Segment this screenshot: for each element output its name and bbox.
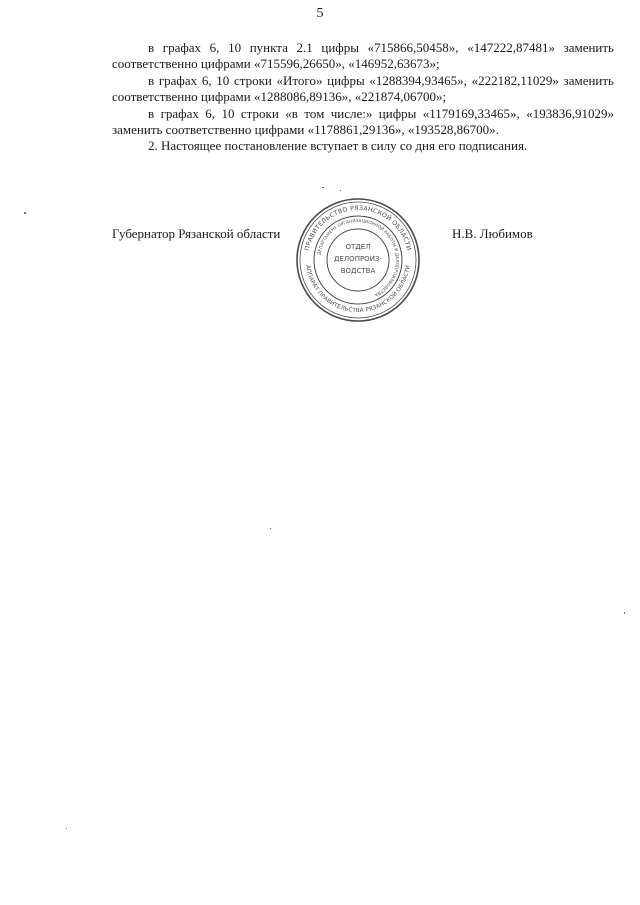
document-body bbox=[112, 40, 614, 155]
scan-speck bbox=[624, 612, 625, 614]
page-number: 5 bbox=[316, 6, 324, 21]
seal-graphic bbox=[294, 196, 422, 324]
official-seal bbox=[294, 196, 422, 324]
paragraph-effective-date: 2. Настоящее постановление вступает в силу со дня его подписания. bbox=[148, 138, 528, 154]
scan-speck bbox=[340, 190, 341, 191]
paragraph-amendment-v-tom-chisle: в графах 6, 10 строки «в том числе:» цифры «1179169,33465», «193836,91029» заменить соответственно цифрами «1178861,29136», «193528,86700». bbox=[112, 105, 614, 138]
seal-center-line-1: ОТДЕЛ bbox=[345, 243, 371, 251]
signatory-position: Губернатор Рязанской области bbox=[112, 226, 281, 241]
scan-speck bbox=[24, 212, 26, 214]
seal-outer-top-text: ПРАВИТЕЛЬСТВО РЯЗАНСКОЙ ОБЛАСТИ bbox=[303, 204, 413, 252]
seal-outer-bottom-text: АППАРАТ ПРАВИТЕЛЬСТВА РЯЗАНСКОЙ ОБЛАСТИ bbox=[304, 264, 412, 315]
scan-speck bbox=[322, 187, 324, 188]
seal-center-line-3: ВОДСТВА bbox=[340, 267, 376, 275]
scan-speck bbox=[270, 528, 271, 529]
seal-inner-ring-text: ДЕПАРТАМЕНТ ОРГАНИЗАЦИОННОЙ РАБОТЫ И ДЕЛОПРОИЗВОДСТВА bbox=[316, 217, 401, 298]
scan-speck bbox=[66, 828, 67, 829]
paragraph-amendment-2-1: в графах 6, 10 пункта 2.1 цифры «715866,50458», «147222,87481» заменить соответственно цифрами «715596,26650», «146952,63673»; bbox=[112, 40, 614, 72]
seal-center-line-2: ДЕЛОПРОИЗ- bbox=[334, 255, 382, 263]
signatory-name: Н.В. Любимов bbox=[452, 226, 533, 241]
paragraph-amendment-itogo: в графах 6, 10 строки «Итого» цифры «1288394,93465», «222182,11029» заменить соответственно цифрами «1288086,89136», «221874,06700»; bbox=[112, 72, 614, 105]
